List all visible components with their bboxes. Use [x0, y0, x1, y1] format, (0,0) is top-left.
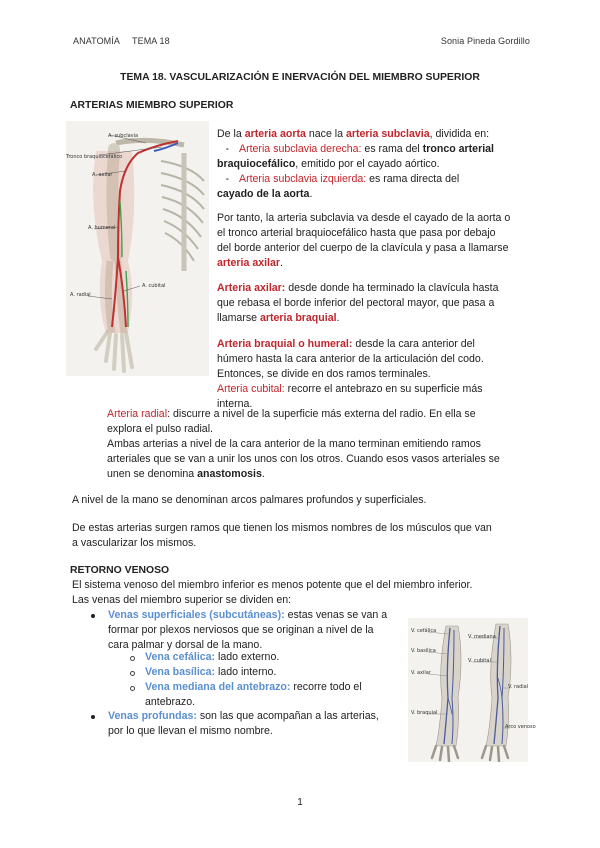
label-a-humeral: A. humeral	[88, 225, 116, 231]
page-number: 1	[297, 797, 303, 808]
circle-bullet-icon	[130, 656, 135, 661]
retorno-line-1: El sistema venoso del miembro inferior es menos potente que el del miembro inferior.	[72, 579, 473, 591]
page-title: TEMA 18. VASCULARIZACIÓN E INERVACIÓN DEL MIEMBRO SUPERIOR	[120, 72, 480, 83]
section-heading-arterias: ARTERIAS MIEMBRO SUPERIOR	[70, 100, 234, 111]
header-topic: TEMA 18	[132, 36, 170, 46]
header-subject: ANATOMÍA	[73, 36, 120, 46]
label-a-radial: A. radial	[70, 292, 91, 298]
paragraph-radial: Arteria radial: discurre a nivel de la superficie más externa del radio. En ella se explora el pulso radial. Ambas arterias a nivel de la cara anterior de la mano terminan emitiendo ramos arteriales que se van a unir los unos con los otros. Cuando esos vasos arteriales se unen se denomina anastomosis.	[107, 408, 500, 480]
label-v-axilar: V. axilar	[411, 670, 431, 676]
label-tronco: Tronco braquiocefálico	[66, 154, 123, 160]
dash-item-1-cont: braquiocefálico, emitido por el cayado aórtico.	[217, 158, 440, 170]
dash-item-2: - Arteria subclavia izquierda: es rama directa del	[225, 173, 460, 185]
bullet-icon	[91, 614, 95, 618]
label-v-mediana: V. mediana	[468, 634, 496, 640]
paragraph-braquial: Arteria braquial o humeral: desde la cara anterior del húmero hasta la cara anterior de la articulación del codo. Entonces, se divide en dos ramos terminales. Arteria cubital: recorre el antebrazo en su superficie más interna.	[217, 338, 484, 410]
label-a-axilar: A. axilar	[92, 172, 113, 178]
label-v-braquial: V. braquial	[411, 710, 438, 716]
label-v-cubital: V. cubital	[468, 658, 491, 664]
label-v-cefalica: V. cefálica	[411, 628, 437, 634]
list-item-cefalica: Vena cefálica: lado externo.	[145, 651, 280, 663]
paragraph-ramos: De estas arterias surgen ramos que tienen los mismos nombres de los músculos que van a vascularizar los mismos.	[72, 522, 492, 549]
label-a-subclavia: A. subclavia	[108, 133, 139, 139]
retorno-line-2: Las venas del miembro superior se dividen en:	[72, 594, 292, 606]
label-a-cubital: A. cubital	[142, 283, 166, 289]
list-item-mediana: Vena mediana del antebrazo: recorre todo el antebrazo.	[145, 681, 362, 708]
veins-figure	[408, 618, 536, 762]
list-item-superficiales: Venas superficiales (subcutáneas): estas venas se van a formar por plexos nerviosos que se originan a nivel de la cara palmar y dorsal de la mano.	[108, 609, 388, 651]
label-arco-venoso: Arco venoso	[505, 724, 536, 730]
label-v-basilica: V. basílica	[411, 648, 436, 654]
dash-item-2-cont: cayado de la aorta.	[217, 188, 313, 200]
circle-bullet-icon	[130, 671, 135, 676]
arterias-intro	[217, 127, 527, 202]
dash-item-1: - Arteria subclavia derecha: es rama del tronco arterial	[225, 143, 494, 155]
label-v-radial: V. radial	[508, 684, 529, 690]
arteries-figure	[66, 121, 209, 376]
paragraph-arcos: A nivel de la mano se denominan arcos palmares profundos y superficiales.	[72, 494, 427, 506]
paragraph-subclavia: Por tanto, la arteria subclavia va desde el cayado de la aorta o el tronco arterial braquiocefálico hasta que pasa por debajo del borde anterior del cuerpo de la clavícula y pasa a llamarse arteria axilar.	[217, 212, 511, 269]
list-item-basilica: Vena basílica: lado interno.	[145, 666, 277, 678]
section-heading-retorno: RETORNO VENOSO	[70, 565, 170, 576]
header-author: Sonia Pineda Gordillo	[440, 36, 530, 46]
paragraph-axilar: Arteria axilar: desde donde ha terminado la clavícula hasta que rebasa el borde inferior del pectoral mayor, que pasa a llamarse arteria braquial.	[217, 282, 499, 324]
paragraph-line: De la arteria aorta nace la arteria subclavia, dividida en:	[217, 128, 490, 140]
bullet-icon	[91, 715, 95, 719]
circle-bullet-icon	[130, 686, 135, 691]
list-item-profundas: Venas profundas: son las que acompañan a las arterias, por lo que llevan el mismo nombre.	[108, 710, 379, 737]
